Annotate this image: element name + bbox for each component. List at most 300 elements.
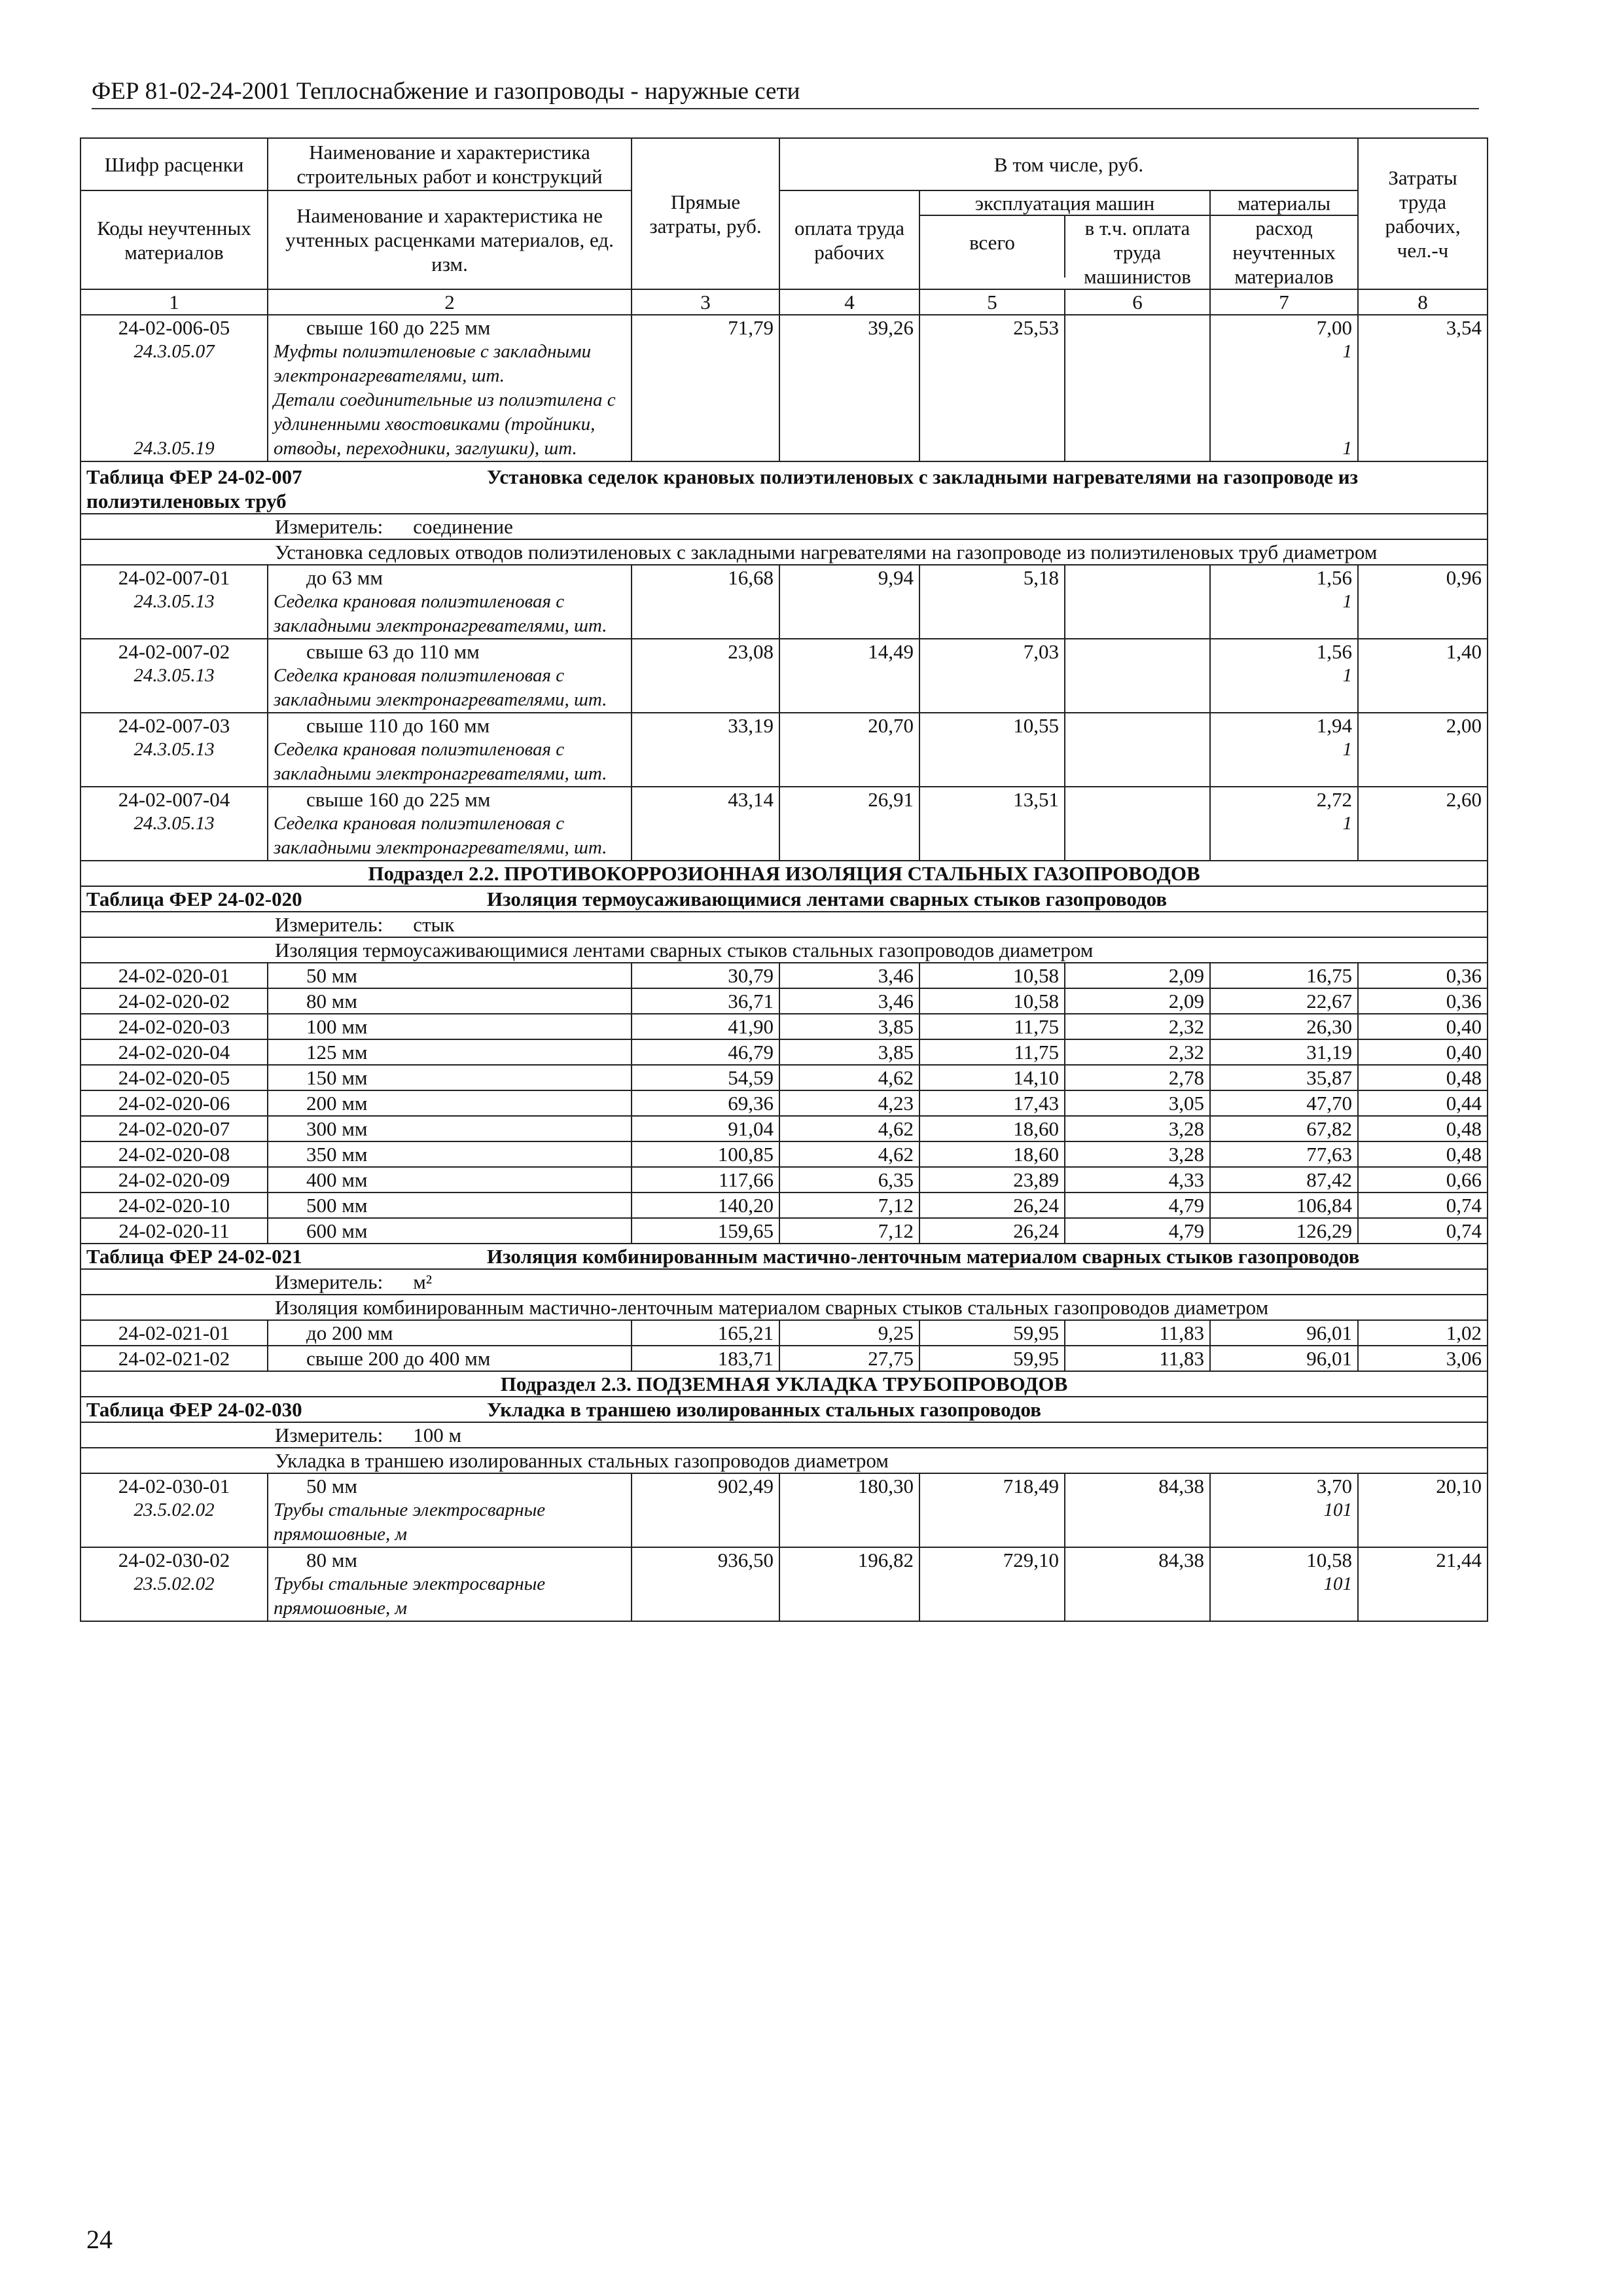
machines-total: 25,53 xyxy=(919,315,1065,461)
measure-value: 100 м xyxy=(413,1424,462,1446)
rate-name: 150 мм xyxy=(268,1065,632,1090)
machines-operators: 84,38 xyxy=(1065,1473,1210,1547)
table-caption: Изоляция комбинированным мастично-ленточным материалом сварных стыков газопроводов xyxy=(487,1245,1360,1268)
rate-code: 24-02-020-09 xyxy=(80,1167,268,1193)
rate-code-cell xyxy=(80,565,268,639)
measure xyxy=(80,1269,1488,1295)
labor-cost: 0,74 xyxy=(1358,1218,1488,1244)
rate-code: 24-02-020-11 xyxy=(80,1218,268,1244)
measure-row xyxy=(80,1269,1488,1295)
table-label: Таблица ФЕР 24-02-030 xyxy=(86,1398,302,1421)
rate-code: 24-02-006-05 xyxy=(118,316,230,339)
wages: 3,46 xyxy=(779,988,919,1014)
rate-name: 50 мм xyxy=(268,963,632,988)
machines-operators: 2,78 xyxy=(1065,1065,1210,1090)
materials-cell xyxy=(1210,1547,1358,1621)
materials-cell xyxy=(1210,1473,1358,1547)
col-machines-header xyxy=(919,190,1210,289)
machines-total: 59,95 xyxy=(919,1346,1065,1371)
measure-label: Измеритель: xyxy=(275,1270,383,1293)
table-020-body xyxy=(80,963,1488,1244)
labor-cost: 0,74 xyxy=(1358,1193,1488,1218)
wages: 27,75 xyxy=(779,1346,919,1371)
materials-cost: 2,72 xyxy=(1316,788,1353,811)
rate-code-cell xyxy=(80,315,268,461)
rate-code: 24-02-020-04 xyxy=(80,1039,268,1065)
material-qty: 1 xyxy=(1342,739,1353,760)
direct-cost: 117,66 xyxy=(632,1167,779,1193)
machines-total: 10,58 xyxy=(919,963,1065,988)
material-code: 24.3.05.07 xyxy=(134,341,215,362)
table-021-body xyxy=(80,1320,1488,1371)
machines-total: 729,10 xyxy=(919,1547,1065,1621)
materials-cost: 7,00 xyxy=(1316,316,1353,339)
labor-cost: 0,96 xyxy=(1358,565,1488,639)
rate-row xyxy=(80,565,1488,639)
rate-row xyxy=(80,1547,1488,1621)
rate-row xyxy=(80,1141,1488,1167)
measure-label: Измеритель: xyxy=(275,1424,383,1446)
labor-cost: 0,48 xyxy=(1358,1065,1488,1090)
rate-code: 24-02-020-10 xyxy=(80,1193,268,1218)
col-materials-header xyxy=(1210,190,1358,289)
description-row xyxy=(80,937,1488,963)
material-name: Муфты полиэтиленовые с закладными электронагревателями, шт. xyxy=(274,341,592,386)
subsection-row xyxy=(80,861,1488,886)
machines-total: 18,60 xyxy=(919,1116,1065,1141)
machines-caption: эксплуатация машин xyxy=(920,191,1209,216)
wages: 196,82 xyxy=(779,1547,919,1621)
machines-operators: 3,05 xyxy=(1065,1090,1210,1116)
wages: 3,85 xyxy=(779,1039,919,1065)
materials-cost: 126,29 xyxy=(1210,1218,1358,1244)
machines-total: 14,10 xyxy=(919,1065,1065,1090)
wages: 3,46 xyxy=(779,963,919,988)
direct-cost: 54,59 xyxy=(632,1065,779,1090)
rate-row xyxy=(80,713,1488,787)
rate-row xyxy=(80,787,1488,861)
labor-cost: 0,48 xyxy=(1358,1141,1488,1167)
machines-total: 13,51 xyxy=(919,787,1065,861)
rates-table xyxy=(80,137,1488,1622)
table-description: Установка седловых отводов полиэтиленовых с закладными нагревателями на газопроводе из полиэтиленовых труб диаметром xyxy=(80,539,1488,565)
labor-cost: 0,48 xyxy=(1358,1116,1488,1141)
rate-row xyxy=(80,963,1488,988)
rate-code: 24-02-020-08 xyxy=(80,1141,268,1167)
materials-cost: 31,19 xyxy=(1210,1039,1358,1065)
labor-cost: 0,66 xyxy=(1358,1167,1488,1193)
materials-cost: 96,01 xyxy=(1210,1346,1358,1371)
machines-total: 11,75 xyxy=(919,1039,1065,1065)
material-qty: 101 xyxy=(1323,1573,1353,1594)
rate-row xyxy=(80,1116,1488,1141)
labor-cost: 3,54 xyxy=(1358,315,1488,461)
col-number: 1 xyxy=(80,289,268,315)
machines-operators xyxy=(1065,315,1210,461)
material-qty: 1 xyxy=(1342,665,1353,686)
materials-cell xyxy=(1210,315,1358,461)
rate-row xyxy=(80,1039,1488,1065)
measure-row xyxy=(80,912,1488,937)
col-unaccounted-header: расход неучтенных материалов xyxy=(1232,217,1336,288)
rate-row xyxy=(80,1065,1488,1090)
direct-cost: 936,50 xyxy=(632,1547,779,1621)
table-title xyxy=(80,1244,1488,1269)
rate-row xyxy=(80,1014,1488,1039)
rate-name: 50 мм xyxy=(306,1475,357,1498)
col-code-header: Шифр расценки xyxy=(80,138,268,190)
subsection-title: Подраздел 2.3. ПОДЗЕМНАЯ УКЛАДКА ТРУБОПРОВОДОВ xyxy=(80,1371,1488,1397)
measure-row xyxy=(80,514,1488,539)
rate-code-cell xyxy=(80,713,268,787)
direct-cost: 71,79 xyxy=(632,315,779,461)
wages: 14,49 xyxy=(779,639,919,713)
page-header: ФЕР 81-02-24-2001 Теплоснабжение и газопроводы - наружные сети xyxy=(92,78,800,105)
rate-name-cell xyxy=(268,639,632,713)
rate-row xyxy=(80,1193,1488,1218)
page-number: 24 xyxy=(86,2225,113,2254)
header-row xyxy=(80,138,1488,190)
subsection-row xyxy=(80,1371,1488,1397)
materials-cost: 22,67 xyxy=(1210,988,1358,1014)
rate-name: 500 мм xyxy=(268,1193,632,1218)
machines-total: 59,95 xyxy=(919,1320,1065,1346)
table-title-row xyxy=(80,886,1488,912)
material-qty: 1 xyxy=(1342,341,1353,362)
table-label: Таблица ФЕР 24-02-007 xyxy=(86,465,302,488)
direct-cost: 46,79 xyxy=(632,1039,779,1065)
materials-cell xyxy=(1210,713,1358,787)
material-qty: 1 xyxy=(1342,438,1353,459)
machines-operators: 3,28 xyxy=(1065,1116,1210,1141)
col-matname-header: Наименование и характеристика не учтенных расценками материалов, ед. изм. xyxy=(268,190,632,289)
table-label: Таблица ФЕР 24-02-020 xyxy=(86,888,302,910)
table-007-body xyxy=(80,565,1488,861)
labor-cost: 2,00 xyxy=(1358,713,1488,787)
table-title-row xyxy=(80,1244,1488,1269)
wages: 3,85 xyxy=(779,1014,919,1039)
material-name: Детали соединительные из полиэтилена с удлиненными хвостовиками (тройники, отводы, переходники, заглушки), шт. xyxy=(274,389,616,459)
machines-total: 5,18 xyxy=(919,565,1065,639)
table-title xyxy=(80,461,1488,514)
material-code: 24.3.05.13 xyxy=(134,665,215,686)
direct-cost: 100,85 xyxy=(632,1141,779,1167)
rate-name: свыше 160 до 225 мм xyxy=(306,788,491,811)
table-description: Изоляция комбинированным мастично-ленточным материалом сварных стыков стальных газопроводов диаметром xyxy=(80,1295,1488,1320)
materials-cell xyxy=(1210,565,1358,639)
measure-value: соединение xyxy=(413,515,513,538)
labor-cost: 20,10 xyxy=(1358,1473,1488,1547)
materials-cost: 16,75 xyxy=(1210,963,1358,988)
machines-total: 23,89 xyxy=(919,1167,1065,1193)
table-description: Укладка в траншею изолированных стальных газопроводов диаметром xyxy=(80,1448,1488,1473)
rate-name: 400 мм xyxy=(268,1167,632,1193)
machines-operators xyxy=(1065,787,1210,861)
materials-caption: материалы xyxy=(1211,191,1357,216)
rate-name: 300 мм xyxy=(268,1116,632,1141)
material-name: Седелка крановая полиэтиленовая с закладными электронагревателями, шт. xyxy=(274,739,607,784)
rate-code: 24-02-021-02 xyxy=(80,1346,268,1371)
machines-total: 26,24 xyxy=(919,1218,1065,1244)
rate-name: до 200 мм xyxy=(268,1320,632,1346)
wages: 6,35 xyxy=(779,1167,919,1193)
materials-cost: 10,58 xyxy=(1306,1549,1353,1571)
machines-operators: 2,32 xyxy=(1065,1014,1210,1039)
measure xyxy=(80,1422,1488,1448)
labor-cost: 0,40 xyxy=(1358,1039,1488,1065)
table-label: Таблица ФЕР 24-02-021 xyxy=(86,1245,302,1268)
wages: 180,30 xyxy=(779,1473,919,1547)
material-code: 24.3.05.13 xyxy=(134,739,215,760)
machines-operators: 2,09 xyxy=(1065,963,1210,988)
machines-operators: 3,28 xyxy=(1065,1141,1210,1167)
materials-cell xyxy=(1210,639,1358,713)
col-labor-header: Затраты труда рабочих, чел.-ч xyxy=(1358,138,1488,289)
labor-cost: 3,06 xyxy=(1358,1346,1488,1371)
rate-code-cell xyxy=(80,639,268,713)
materials-cost: 67,82 xyxy=(1210,1116,1358,1141)
materials-cost: 26,30 xyxy=(1210,1014,1358,1039)
rate-row xyxy=(80,315,1488,461)
table-title-row xyxy=(80,1397,1488,1422)
column-numbers-row xyxy=(80,289,1488,315)
rate-code-cell xyxy=(80,1547,268,1621)
machines-operators: 11,83 xyxy=(1065,1346,1210,1371)
rate-name-cell xyxy=(268,713,632,787)
labor-cost: 0,36 xyxy=(1358,963,1488,988)
rate-name-cell xyxy=(268,787,632,861)
rate-code: 24-02-007-02 xyxy=(118,640,230,663)
direct-cost: 91,04 xyxy=(632,1116,779,1141)
materials-cost: 106,84 xyxy=(1210,1193,1358,1218)
description-row xyxy=(80,539,1488,565)
rate-name-cell xyxy=(268,1473,632,1547)
material-code: 24.3.05.13 xyxy=(134,591,215,612)
material-name: Седелка крановая полиэтиленовая с закладными электронагревателями, шт. xyxy=(274,591,607,636)
machines-operators: 2,32 xyxy=(1065,1039,1210,1065)
materials-cost: 1,94 xyxy=(1316,714,1353,737)
machines-total: 10,58 xyxy=(919,988,1065,1014)
materials-cost: 47,70 xyxy=(1210,1090,1358,1116)
machines-operators: 2,09 xyxy=(1065,988,1210,1014)
labor-cost: 1,40 xyxy=(1358,639,1488,713)
machines-total: 11,75 xyxy=(919,1014,1065,1039)
wages: 7,12 xyxy=(779,1193,919,1218)
materials-cell xyxy=(1210,787,1358,861)
rate-name-cell xyxy=(268,315,632,461)
description-row xyxy=(80,1448,1488,1473)
wages: 4,62 xyxy=(779,1116,919,1141)
machines-total: 26,24 xyxy=(919,1193,1065,1218)
labor-cost: 0,36 xyxy=(1358,988,1488,1014)
measure xyxy=(80,514,1488,539)
rate-code: 24-02-020-06 xyxy=(80,1090,268,1116)
rate-name: свыше 110 до 160 мм xyxy=(306,714,490,737)
materials-cost: 87,42 xyxy=(1210,1167,1358,1193)
col-number: 2 xyxy=(268,289,632,315)
labor-cost: 0,44 xyxy=(1358,1090,1488,1116)
direct-cost: 159,65 xyxy=(632,1218,779,1244)
wages: 4,62 xyxy=(779,1141,919,1167)
wages: 9,94 xyxy=(779,565,919,639)
material-code: 24.3.05.13 xyxy=(134,813,215,834)
rate-name: 100 мм xyxy=(268,1014,632,1039)
machines-operators: 11,83 xyxy=(1065,1320,1210,1346)
rate-code: 24-02-021-01 xyxy=(80,1320,268,1346)
rate-row xyxy=(80,988,1488,1014)
direct-cost: 41,90 xyxy=(632,1014,779,1039)
wages: 7,12 xyxy=(779,1218,919,1244)
measure-value: м² xyxy=(413,1270,433,1293)
rate-row xyxy=(80,1090,1488,1116)
col-operators-header: в т.ч. оплата труда машинистов xyxy=(1084,217,1191,288)
material-qty: 1 xyxy=(1342,813,1353,834)
measure-label: Измеритель: xyxy=(275,913,383,936)
wages: 20,70 xyxy=(779,713,919,787)
table-title xyxy=(80,886,1488,912)
col-matcode-header: Коды неучтенных материалов xyxy=(80,190,268,289)
material-code: 23.5.02.02 xyxy=(134,1499,215,1520)
material-name: Трубы стальные электросварные прямошовные, м xyxy=(274,1573,546,1619)
col-incl-header: В том числе, руб. xyxy=(779,138,1358,190)
rate-name: свыше 200 до 400 мм xyxy=(268,1346,632,1371)
machines-total: 10,55 xyxy=(919,713,1065,787)
table-title-row xyxy=(80,461,1488,514)
col-wages-header: оплата труда рабочих xyxy=(779,190,919,289)
materials-cost: 1,56 xyxy=(1316,566,1353,589)
machines-operators xyxy=(1065,565,1210,639)
material-qty: 101 xyxy=(1323,1499,1353,1520)
rate-code: 24-02-030-02 xyxy=(118,1549,230,1571)
table-caption: Укладка в траншею изолированных стальных газопроводов xyxy=(487,1398,1041,1421)
col-total-header: всего xyxy=(920,216,1065,278)
direct-cost: 33,19 xyxy=(632,713,779,787)
col-number: 3 xyxy=(632,289,779,315)
machines-operators: 84,38 xyxy=(1065,1547,1210,1621)
labor-cost: 0,40 xyxy=(1358,1014,1488,1039)
material-name: Трубы стальные электросварные прямошовные, м xyxy=(274,1499,546,1545)
machines-total: 18,60 xyxy=(919,1141,1065,1167)
table-description: Изоляция термоусаживающимися лентами сварных стыков стальных газопроводов диаметром xyxy=(80,937,1488,963)
rate-code: 24-02-030-01 xyxy=(118,1475,230,1498)
table-caption: Установка седелок крановых полиэтиленовых с закладными нагревателями на газопроводе из полиэтиленовых труб xyxy=(86,465,1359,512)
rate-name: свыше 63 до 110 мм xyxy=(306,640,480,663)
direct-cost: 140,20 xyxy=(632,1193,779,1218)
rate-code-cell xyxy=(80,787,268,861)
rate-code: 24-02-020-07 xyxy=(80,1116,268,1141)
table-caption: Изоляция термоусаживающимися лентами сварных стыков газопроводов xyxy=(487,888,1168,910)
subsection-title: Подраздел 2.2. ПРОТИВОКОРРОЗИОННАЯ ИЗОЛЯЦИЯ СТАЛЬНЫХ ГАЗОПРОВОДОВ xyxy=(80,861,1488,886)
rate-name: 125 мм xyxy=(268,1039,632,1065)
rate-code: 24-02-007-03 xyxy=(118,714,230,737)
rate-row xyxy=(80,639,1488,713)
materials-cost: 3,70 xyxy=(1316,1475,1353,1498)
direct-cost: 36,71 xyxy=(632,988,779,1014)
rate-code: 24-02-007-01 xyxy=(118,566,230,589)
direct-cost: 43,14 xyxy=(632,787,779,861)
rate-name: 80 мм xyxy=(268,988,632,1014)
material-code: 24.3.05.19 xyxy=(134,438,215,459)
rate-code: 24-02-020-03 xyxy=(80,1014,268,1039)
rate-row xyxy=(80,1473,1488,1547)
material-name: Седелка крановая полиэтиленовая с закладными электронагревателями, шт. xyxy=(274,813,607,858)
wages: 4,62 xyxy=(779,1065,919,1090)
material-qty: 1 xyxy=(1342,591,1353,612)
direct-cost: 902,49 xyxy=(632,1473,779,1547)
rate-row xyxy=(80,1346,1488,1371)
direct-cost: 183,71 xyxy=(632,1346,779,1371)
machines-operators: 4,33 xyxy=(1065,1167,1210,1193)
direct-cost: 69,36 xyxy=(632,1090,779,1116)
col-direct-header: Прямые затраты, руб. xyxy=(632,138,779,289)
measure-value: стык xyxy=(413,913,455,936)
col-name-header: Наименование и характеристика строительных работ и конструкций xyxy=(268,138,632,190)
machines-total: 718,49 xyxy=(919,1473,1065,1547)
material-code: 23.5.02.02 xyxy=(134,1573,215,1594)
labor-cost: 21,44 xyxy=(1358,1547,1488,1621)
direct-cost: 30,79 xyxy=(632,963,779,988)
rate-name: до 63 мм xyxy=(306,566,383,589)
machines-operators: 4,79 xyxy=(1065,1193,1210,1218)
rate-name-cell xyxy=(268,565,632,639)
rate-name: 350 мм xyxy=(268,1141,632,1167)
measure-label: Измеритель: xyxy=(275,515,383,538)
labor-cost: 2,60 xyxy=(1358,787,1488,861)
direct-cost: 16,68 xyxy=(632,565,779,639)
col-number: 7 xyxy=(1210,289,1358,315)
rate-name: свыше 160 до 225 мм xyxy=(306,316,491,339)
rate-name-cell xyxy=(268,1547,632,1621)
materials-cost: 96,01 xyxy=(1210,1320,1358,1346)
machines-total: 17,43 xyxy=(919,1090,1065,1116)
wages: 4,23 xyxy=(779,1090,919,1116)
col-number: 6 xyxy=(1065,289,1210,315)
materials-cost: 35,87 xyxy=(1210,1065,1358,1090)
machines-operators xyxy=(1065,713,1210,787)
direct-cost: 165,21 xyxy=(632,1320,779,1346)
material-name: Седелка крановая полиэтиленовая с закладными электронагревателями, шт. xyxy=(274,665,607,710)
materials-cost: 1,56 xyxy=(1316,640,1353,663)
rate-code: 24-02-020-01 xyxy=(80,963,268,988)
rate-code: 24-02-020-05 xyxy=(80,1065,268,1090)
rate-code: 24-02-007-04 xyxy=(118,788,230,811)
measure-row xyxy=(80,1422,1488,1448)
rate-row xyxy=(80,1167,1488,1193)
col-number: 5 xyxy=(919,289,1065,315)
machines-operators: 4,79 xyxy=(1065,1218,1210,1244)
table-030-body xyxy=(80,1473,1488,1621)
rate-row xyxy=(80,1320,1488,1346)
labor-cost: 1,02 xyxy=(1358,1320,1488,1346)
rate-code-cell xyxy=(80,1473,268,1547)
wages: 26,91 xyxy=(779,787,919,861)
rate-name: 600 мм xyxy=(268,1218,632,1244)
rate-name: 200 мм xyxy=(268,1090,632,1116)
col-number: 8 xyxy=(1358,289,1488,315)
description-row xyxy=(80,1295,1488,1320)
rate-row xyxy=(80,1218,1488,1244)
materials-cost: 77,63 xyxy=(1210,1141,1358,1167)
table-title xyxy=(80,1397,1488,1422)
rate-code: 24-02-020-02 xyxy=(80,988,268,1014)
header-rule xyxy=(92,108,1479,109)
wages: 39,26 xyxy=(779,315,919,461)
machines-operators xyxy=(1065,639,1210,713)
measure xyxy=(80,912,1488,937)
machines-total: 7,03 xyxy=(919,639,1065,713)
direct-cost: 23,08 xyxy=(632,639,779,713)
rate-name: 80 мм xyxy=(306,1549,357,1571)
